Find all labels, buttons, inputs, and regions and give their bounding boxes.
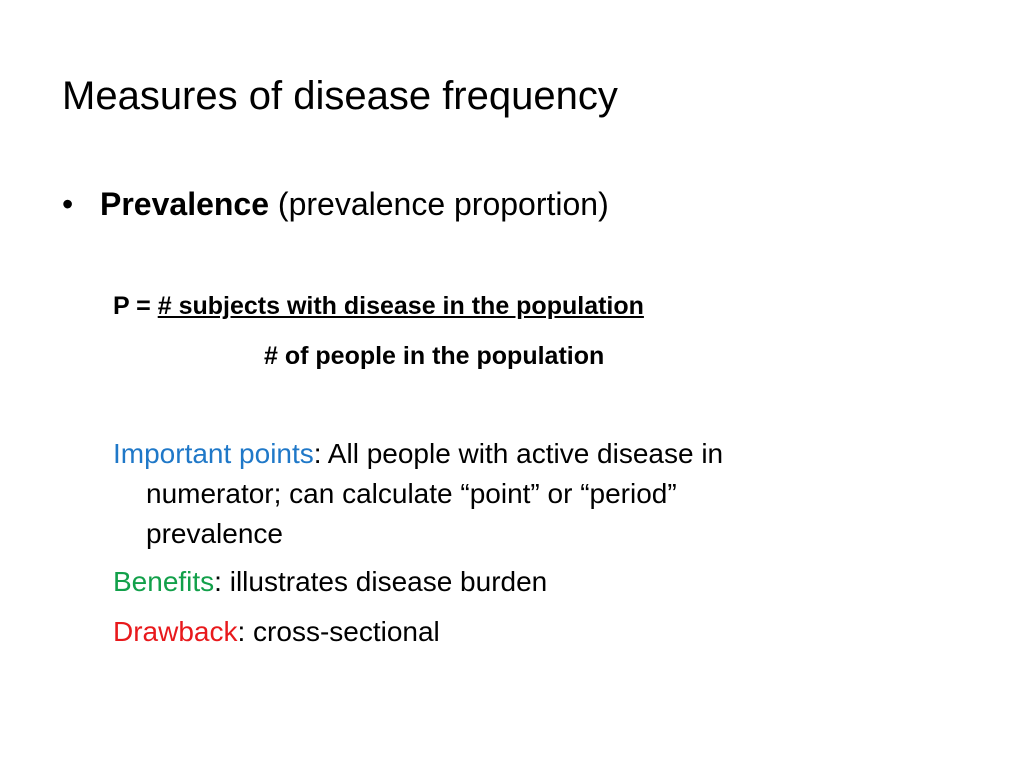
important-points-text-1: : All people with active disease in <box>313 438 724 469</box>
bullet-icon: • <box>62 186 74 222</box>
important-points-text-2: numerator; can calculate “point” or “period” <box>146 478 677 509</box>
drawback-point <box>113 612 893 652</box>
important-points-text-3: prevalence <box>146 518 283 549</box>
benefits-label: Benefits <box>113 566 215 597</box>
slide-title: Measures of disease frequency <box>62 74 618 118</box>
formula-prefix: P = <box>113 292 158 320</box>
important-points <box>113 434 893 554</box>
drawback-label: Drawback <box>113 616 238 647</box>
formula-denominator: # of people in the population <box>264 342 605 370</box>
bullet-description: (prevalence proportion) <box>269 186 609 222</box>
formula-numerator: # subjects with disease in the population <box>157 292 644 320</box>
drawback-text: : cross-sectional <box>237 616 440 647</box>
benefits-text: : illustrates disease burden <box>214 566 548 597</box>
formula-numerator-line <box>113 290 644 322</box>
important-points-label: Important points <box>113 438 314 469</box>
bullet-prevalence <box>62 184 609 224</box>
benefits-point <box>113 562 893 602</box>
bullet-term: Prevalence <box>100 186 270 222</box>
